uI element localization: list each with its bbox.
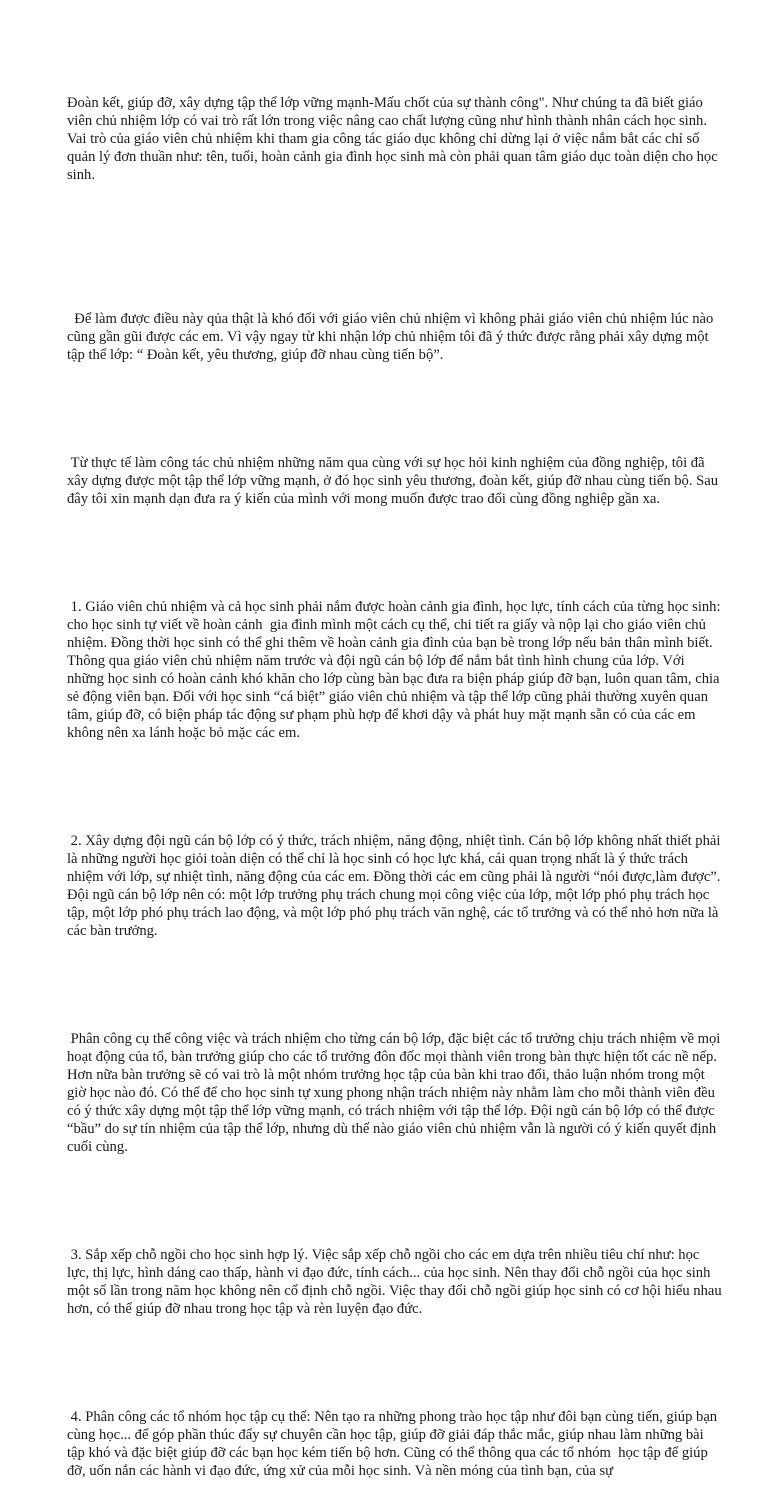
paragraph-experience: Từ thực tế làm công tác chủ nhiệm những năm qua cùng với sự học hỏi kinh nghiệm của đồng nghiệp, tôi đã xây dựng được một tập thể lớp vững mạnh, ở đó học sinh yêu thương, đoàn kết, giúp đỡ nhau cùng tiến bộ. Sau đây tôi xin mạnh dạn đưa ra ý kiến của mình với mong muốn được trao đổi cùng đồng nghiệp gần xa. (67, 455, 722, 507)
spacer (67, 544, 725, 562)
paragraph-intro: Đoàn kết, giúp đỡ, xây dựng tập thể lớp vững mạnh-Mấu chốt của sự thành công". Như chúng ta đã biết giáo viên chủ nhiệm lớp có vai trò rất lớn trong việc nâng cao chất lượng cũng như hình thành nhân cách học sinh. Vai trò của giáo viên chủ nhiệm khi tham gia công tác giáo dục không chỉ dừng lại ở việc nắm bắt các chỉ số quản lý đơn thuần như: tên, tuổi, hoàn cảnh gia đình học sinh mà còn phải quan tâm giáo dục toàn diện cho học sinh. (67, 95, 722, 183)
spacer (67, 976, 725, 994)
paragraph-point-1: 1. Giáo viên chủ nhiệm và cả học sinh phải nắm được hoàn cảnh gia đình, học lực, tính cách của từng học sinh: cho học sinh tự viết về hoàn cảnh gia đình mình một cách cụ thể, chi tiết ra giấy và nộp lại cho giáo viên chủ nhiệm. Đồng thời học sinh có thể ghi thêm về hoàn cảnh gia đình của bạn bè trong lớp nếu bản thân mình biết. Thông qua giáo viên chủ nhiệm năm trước và đội ngũ cán bộ lớp để nắm bắt tình hình chung của lớp. Với những học sinh có hoàn cảnh khó khăn cho lớp cùng bàn bạc đưa ra biện pháp giúp đỡ bạn, luôn quan tâm, chia sẻ động viên bạn. Đối với học sinh “cá biệt” giáo viên chủ nhiệm và tập thể lớp cũng phải thường xuyên quan tâm, giúp đỡ, có biện pháp tác động sư phạm phù hợp để khơi dậy và phát huy mặt mạnh sẵn có của các em không nên xa lánh hoặc bỏ mặc các em. (67, 599, 725, 741)
spacer (67, 1354, 725, 1372)
spacer (67, 220, 725, 274)
spacer (67, 1192, 725, 1210)
paragraph-point-4: 4. Phân công các tổ nhóm học tập cụ thể: Nên tạo ra những phong trào học tập như đôi bạn cùng tiến, giúp bạn cùng học... để góp phần thúc đẩy sự chuyên cần học tập, giúp đỡ giải đáp thắc mắc, giúp nhau làm những bài tập khó và đặc biệt giúp đỡ các bạn học kém tiến bộ hơn. Cũng có thể thông qua các tổ nhóm học tập để giúp đỡ, uốn nắn các hành vi đạo đức, ứng xử của mỗi học sinh. Và nền móng của tình bạn, của sự (67, 1409, 721, 1479)
document-page (67, 58, 725, 1498)
paragraph-approach: Để làm được điều này qủa thật là khó đối với giáo viên chủ nhiệm vì không phải giáo viên chủ nhiệm lúc nào cũng gần gũi được các em. Vì vậy ngay từ khi nhận lớp chủ nhiệm tôi đã ý thức được rằng phải xây dựng một tập thể lớp: “ Đoàn kết, yêu thương, giúp đỡ nhau cùng tiến bộ”. (67, 311, 717, 363)
paragraph-point-3: 3. Sắp xếp chỗ ngồi cho học sinh hợp lý. Việc sắp xếp chỗ ngồi cho các em dựa trên nhiều tiêu chí như: học lực, thị lực, hình dáng cao thấp, hành vi đạo đức, tính cách... của học sinh. Nên thay đổi chỗ ngồi của học sinh một số lần trong năm học không nên cố định chỗ ngồi. Việc thay đổi chỗ ngồi giúp học sinh có cơ hội hiểu nhau hơn, có thể giúp đỡ nhau trong học tập và rèn luyện đạo đức. (67, 1247, 726, 1317)
spacer (67, 778, 725, 796)
paragraph-assignment: Phân công cụ thể công việc và trách nhiệm cho từng cán bộ lớp, đặc biệt các tổ trưởng chịu trách nhiệm về mọi hoạt động của tổ, bàn trưởng giúp cho các tổ trưởng đôn đốc mọi thành viên trong bàn thực hiện tốt các nề nếp. Hơn nữa bàn trưởng sẽ có vai trò là một nhóm trưởng học tập của bàn khi trao đổi, thảo luận nhóm trong một giờ học nào đó. Có thể để cho học sinh tự xung phong nhận trách nhiệm này nhằm làm cho mỗi thành viên đều có ý thức xây dựng một tập thể lớp vững mạnh, có trách nhiệm với tập thể lớp. Đội ngũ cán bộ lớp có thể được “bầu” do sự tín nhiệm của tập thể lớp, nhưng dù thế nào giáo viên chủ nhiệm vẫn là người có ý kiến quyết định cuối cùng. (67, 1031, 724, 1155)
paragraph-point-2: 2. Xây dựng đội ngũ cán bộ lớp có ý thức, trách nhiệm, năng động, nhiệt tình. Cán bộ lớp không nhất thiết phải là những người học giỏi toàn diện có thể chỉ là học sinh có học lực khá, cái quan trọng nhất là ý thức trách nhiệm với lớp, sự nhiệt tình, năng động của các em. Đồng thời các em cũng phải là người “nói được,làm được”. Đội ngũ cán bộ lớp nên có: một lớp trưởng phụ trách chung mọi công việc của lớp, một lớp phó phụ trách học tập, một lớp phó phụ trách lao động, và một lớp phó phụ trách văn nghệ, các tổ trưởng và có thể nhỏ hơn nữa là các bàn trưởng. (67, 833, 725, 939)
spacer (67, 400, 725, 418)
